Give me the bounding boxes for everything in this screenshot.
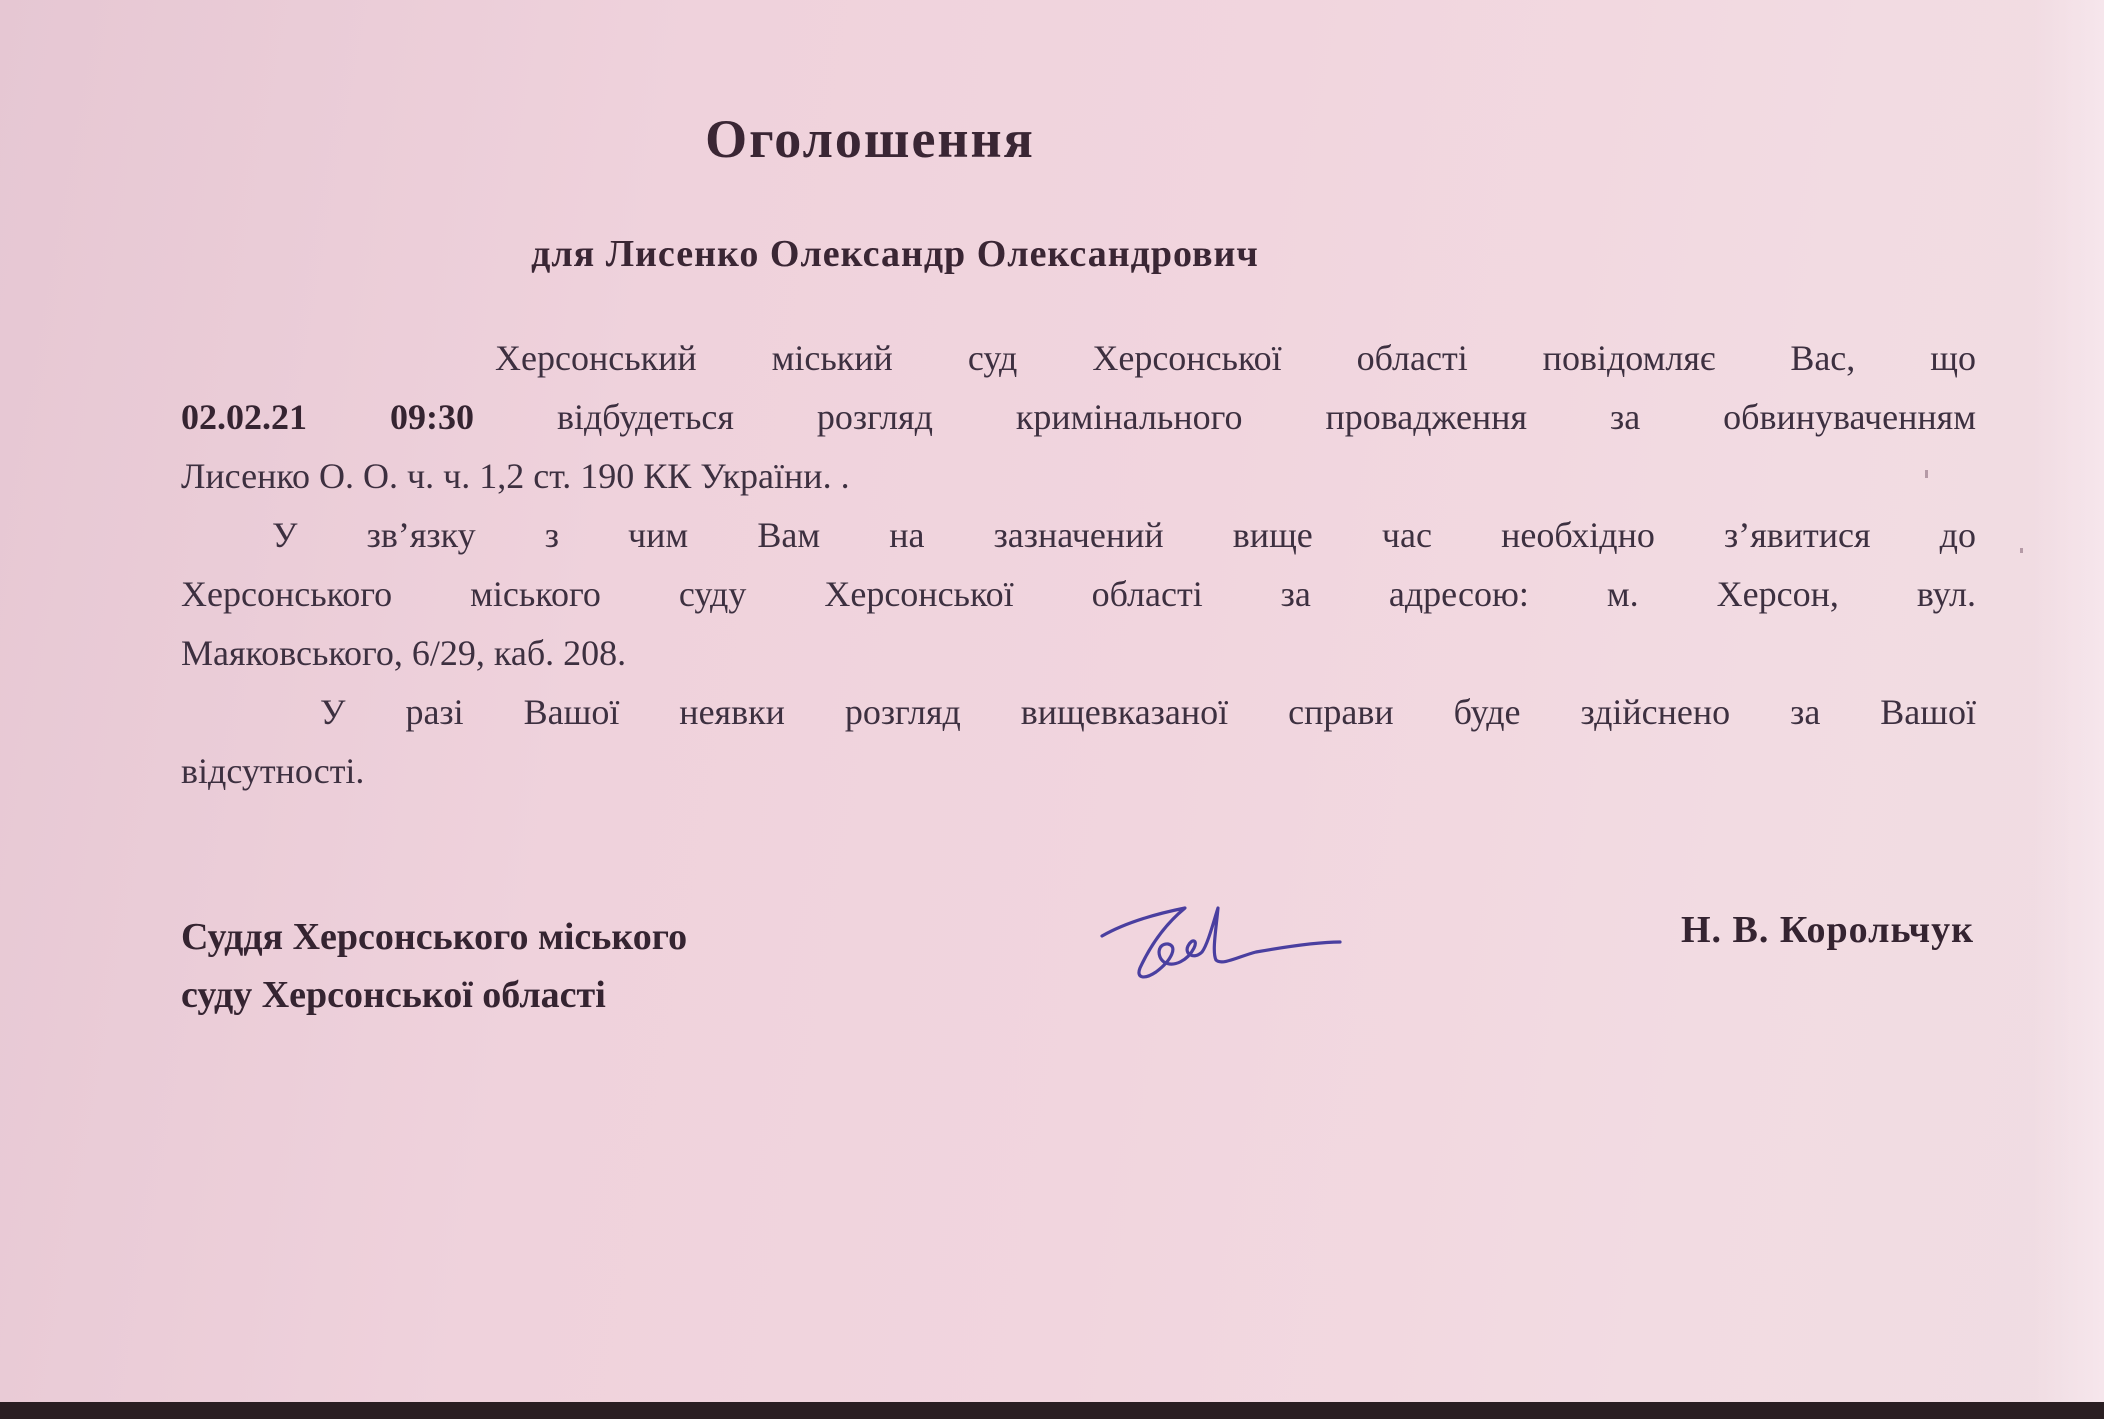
judge-position-line2: суду Херсонської області: [181, 974, 606, 1016]
judge-position-line1: Суддя Херсонського міського: [181, 916, 688, 958]
hearing-datetime: 02.02.21 09:30: [181, 397, 474, 437]
document-title: Оголошення: [705, 109, 1035, 169]
paper-speck: [1925, 470, 1928, 478]
paragraph1-line2-text: відбудеться розгляд кримінального провадження за обвинуваченням: [556, 397, 1977, 437]
paragraph2-line3: Маяковського, 6/29, каб. 208.: [181, 633, 627, 673]
paragraph2-line2: Херсонського міського суду Херсонської області за адресою: м. Херсон, вул.: [181, 574, 1976, 614]
handwritten-signature: [1090, 890, 1350, 1000]
judge-position: [181, 908, 687, 1024]
paragraph2-line1: У зв’язку з чим Вам на зазначений вище час необхідно з’явитися до: [272, 515, 1976, 555]
addressee-line: для Лисенко Олександр Олександрович: [531, 233, 1259, 275]
paragraph1-line1: Херсонський міський суд Херсонської області повідомляє Вас, що: [495, 338, 1976, 378]
judge-name: Н. В. Корольчук: [1680, 909, 1974, 951]
paragraph1-line2: [181, 395, 1976, 439]
paper-speck: [2020, 548, 2023, 553]
paper-bottom-edge: [0, 1402, 2104, 1419]
paper-highlight: [2034, 0, 2104, 1406]
paragraph3-line1: У разі Вашої неявки розгляд вищевказаної справи буде здійснено за Вашої: [320, 692, 1976, 732]
signature-stroke-1: [1102, 908, 1340, 977]
paragraph1-line3: Лисенко О. О. ч. ч. 1,2 ст. 190 КК України. .: [181, 456, 850, 496]
paragraph3-line2: відсутності.: [181, 751, 365, 791]
